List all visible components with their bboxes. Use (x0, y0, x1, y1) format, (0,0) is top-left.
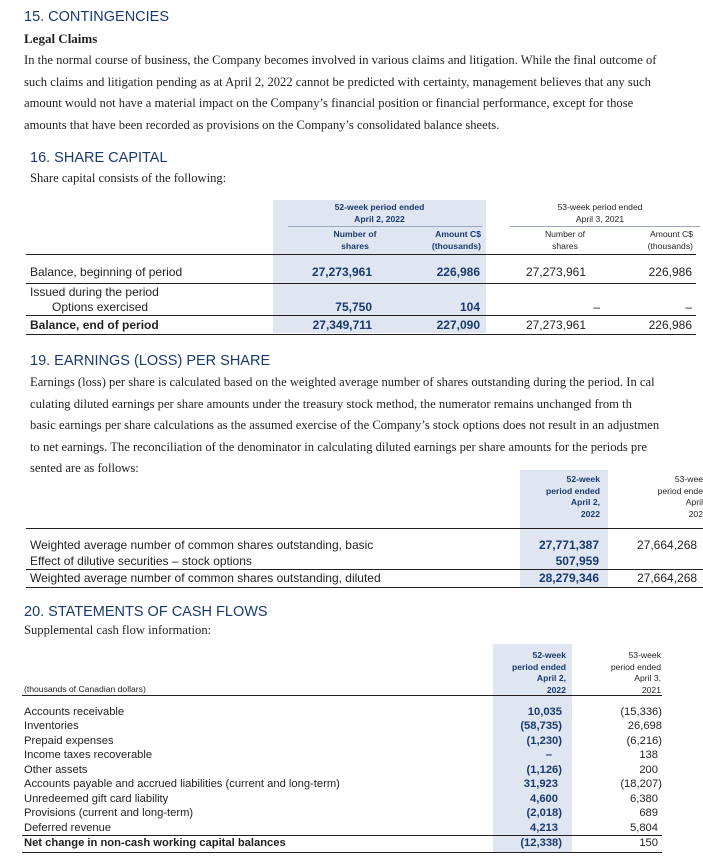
col-header-line: Amount C$ (435, 229, 481, 239)
eps-2022: 28,279,346 (538, 571, 599, 585)
value-2021: 689 (639, 807, 658, 819)
col-header-amount-2022 (410, 229, 481, 252)
col-header-line: period ende (657, 485, 703, 496)
row-label: Accounts receivable (24, 706, 125, 718)
table-bottom-rule (26, 587, 703, 588)
row-rule (26, 569, 703, 570)
value-2021: 150 (639, 837, 658, 849)
col-header-line: 53-week (628, 650, 661, 660)
cash-col-2021 (585, 650, 661, 696)
eps-2021: 27,664,268 (637, 538, 698, 552)
cash-col-2022 (490, 650, 566, 696)
value-2021: 26,698 (627, 720, 662, 732)
row-label: Inventories (24, 720, 79, 732)
value-2022: (58,735) (520, 720, 562, 732)
value-2021: 200 (639, 764, 658, 776)
row-label: Income taxes recoverable (24, 749, 153, 761)
table-top-rule (26, 528, 703, 529)
shares-2022: 27,349,711 (312, 318, 372, 332)
period-line: April 2, 2022 (354, 213, 405, 224)
row-label: Issued during the period (30, 285, 159, 299)
col-header-shares-2021 (510, 229, 620, 252)
col-header-line: 2022 (580, 508, 600, 519)
shares-2021: 27,273,961 (525, 318, 586, 332)
table-top-rule (22, 695, 662, 696)
paragraph-line: Earnings (loss) per share is calculated based on the weighted average number of shares outstanding during the period. In cal (30, 375, 655, 389)
period-line: 53-week period ended (557, 202, 643, 212)
period-underline (510, 226, 700, 227)
col-header-line: 53-wee (674, 474, 703, 484)
col-header-line: 52-week (566, 474, 600, 484)
value-2022: – (545, 749, 552, 761)
row-label: Prepaid expenses (24, 735, 114, 747)
row-label: Options exercised (52, 300, 149, 314)
row-label: Provisions (current and long-term) (24, 807, 194, 819)
shares-2022: 27,273,961 (311, 265, 372, 279)
paragraph-line: basic earnings per share calculations as the assumed exercise of the Company’s stock options does not result in an adjustmen (30, 418, 660, 432)
shares-2021: – (593, 300, 600, 314)
eps-col-2021 (620, 474, 703, 520)
table-bottom-rule (26, 334, 696, 335)
col-header-amount-2021 (620, 229, 693, 252)
paragraph-line: such claims and litigation pending as at April 2, 2022 cannot be predicted with certainty, management believes that any such (24, 74, 651, 89)
period-underline (288, 226, 482, 227)
col-header-line: April 3, (634, 673, 661, 683)
row-label: Unredeemed gift card liability (24, 793, 169, 805)
col-header-line: 52-week (532, 650, 566, 660)
row-label: Weighted average number of common shares outstanding, basic (30, 538, 374, 552)
row-label: Accounts payable and accrued liabilities (current and long-term) (24, 778, 340, 790)
paragraph-line: sented are as follows: (30, 461, 139, 475)
value-2021: (15,336) (620, 706, 662, 718)
col-header-line: April 2, (570, 497, 600, 507)
row-label: Effect of dilutive securities – stock options (30, 554, 252, 568)
col-header-shares-2022 (300, 229, 410, 252)
units-label: (thousands of Canadian dollars) (24, 684, 146, 694)
period-line: 52-week period ended (334, 202, 425, 212)
contingencies-heading: 15. CONTINGENCIES (24, 9, 170, 25)
table-bottom-rule (22, 852, 662, 853)
amount-2021: – (685, 300, 692, 314)
col-header-line: Number of (544, 229, 586, 239)
col-header-line: period ended (512, 661, 566, 672)
row-label: Deferred revenue (24, 822, 112, 834)
col-header-line: 2022 (546, 684, 566, 695)
value-2022: 4,213 (530, 822, 558, 834)
row-label: Balance, end of period (30, 318, 159, 332)
value-2021: (18,207) (620, 778, 662, 790)
amount-2022: 104 (459, 300, 480, 314)
amount-2022: 226,986 (436, 265, 480, 279)
eps-2021: 27,664,268 (637, 571, 698, 585)
value-2021: 5,804 (630, 822, 658, 834)
row-label: Net change in non-cash working capital balances (24, 837, 286, 849)
legal-claims-subheading: Legal Claims (24, 31, 98, 46)
paragraph-line: In the normal course of business, the Company becomes involved in various claims and litigation. While the final outcome of (24, 53, 657, 67)
amount-2021: 226,986 (648, 318, 692, 332)
col-header-line: shares (552, 240, 578, 251)
paragraph-line: amount would not have a material impact on the Company’s financial position or financial performance, except for those (24, 96, 634, 110)
value-2021: 6,380 (630, 793, 658, 805)
cash-flows-heading: 20. STATEMENTS OF CASH FLOWS (24, 604, 268, 620)
col-header-line: April 2, (536, 673, 566, 683)
share-capital-period-2022 (273, 202, 486, 225)
paragraph-line: amounts that have been recorded as provisions on the Company’s consolidated balance sheets. (24, 117, 500, 132)
row-label: Balance, beginning of period (30, 265, 183, 279)
col-header-line: Amount C$ (650, 229, 693, 239)
col-header-line: Number of (333, 229, 377, 239)
value-2022: (1,230) (526, 735, 562, 747)
contingencies-paragraph (24, 50, 703, 136)
col-header-line: 202 (688, 508, 703, 519)
paragraph-line: to net earnings. The reconciliation of the denominator in calculating diluted earnings per share amounts for the periods pre (30, 439, 648, 454)
period-line: April 3, 2021 (575, 213, 625, 224)
eps-2022: 507,959 (555, 554, 599, 568)
share-capital-intro: Share capital consists of the following: (30, 171, 227, 185)
share-capital-period-2021 (500, 202, 700, 225)
value-2022: (12,338) (520, 837, 562, 849)
row-label: Other assets (24, 764, 88, 776)
cash-flows-intro: Supplemental cash flow information: (24, 623, 212, 637)
eps-heading: 19. EARNINGS (LOSS) PER SHARE (30, 353, 271, 369)
value-2022: (2,018) (526, 807, 562, 819)
col-header-line: shares (341, 240, 369, 251)
col-header-line: April (685, 497, 703, 507)
value-2021: 138 (639, 749, 658, 761)
paragraph-line: culating diluted earnings per share amounts under the treasury stock method, the numerator remains unchanged from th (30, 396, 632, 411)
shares-2022: 75,750 (335, 300, 372, 314)
share-capital-heading: 16. SHARE CAPITAL (30, 150, 168, 166)
shares-2021: 27,273,961 (525, 265, 586, 279)
col-header-line: period ended (610, 661, 661, 672)
col-header-line: 2021 (641, 684, 661, 695)
value-2022: 31,923 (523, 778, 558, 790)
row-rule (26, 315, 696, 316)
eps-col-2022 (520, 474, 600, 520)
eps-2022: 27,771,387 (538, 538, 599, 552)
amount-2022: 227,090 (436, 318, 480, 332)
eps-paragraph (30, 372, 703, 480)
row-label: Weighted average number of common shares outstanding, diluted (30, 571, 381, 585)
value-2022: 10,035 (527, 706, 562, 718)
value-2021: (6,216) (626, 735, 662, 747)
row-rule (22, 835, 662, 836)
amount-2021: 226,986 (648, 265, 692, 279)
col-header-line: period ended (546, 485, 600, 496)
col-header-line: (thousands) (431, 240, 481, 251)
row-rule (26, 283, 696, 284)
value-2022: 4,600 (530, 793, 558, 805)
table-top-rule (26, 254, 696, 255)
value-2022: (1,126) (526, 764, 562, 776)
col-header-line: (thousands) (647, 240, 693, 251)
